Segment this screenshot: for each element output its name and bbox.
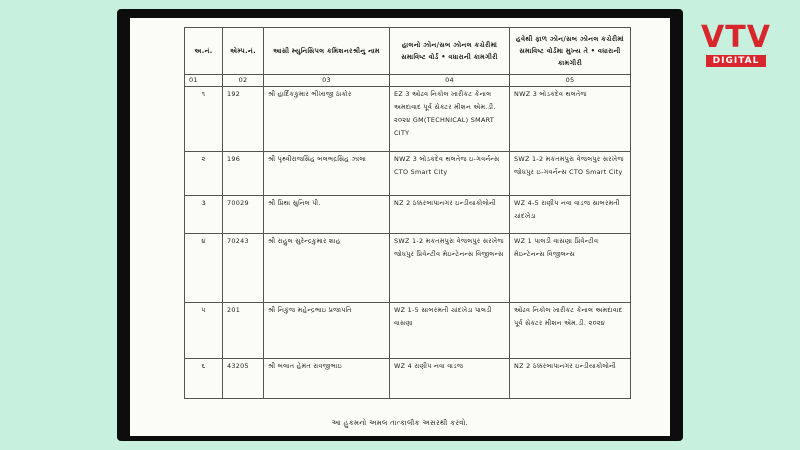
- new-zone-cell: WZ 4-5 રાણીપ નવા વાડજ સાબરમતી ચાંદખેડા: [510, 196, 631, 234]
- employee-number-cell: 70243: [223, 234, 264, 303]
- employee-number-cell: 192: [223, 87, 264, 152]
- serial-number-cell: ૩: [185, 196, 223, 234]
- column-number-row: [185, 75, 631, 87]
- serial-number-cell: ૨: [185, 152, 223, 196]
- column-number: 03: [264, 75, 390, 87]
- logo-brand-text: VTV: [701, 20, 771, 55]
- order-footer-note: આ હુકમનો અમલ તાત્કાલીક અસરથી કરવો.: [331, 419, 469, 427]
- serial-number-cell: ૫: [185, 303, 223, 359]
- table-header-row: [185, 28, 631, 75]
- new-zone-cell: SWZ 1-2 મકતમપુરા વેજલપુર સરખેજ જોધપુર ઇ-ગવર્નન્સ CTO Smart City: [510, 152, 631, 196]
- officer-name-cell: શ્રી નિકુંજ મહેન્દ્રભાઇ પ્રજાપતિ: [264, 303, 390, 359]
- serial-number-cell: ૪: [185, 234, 223, 303]
- officer-name-cell: શ્રી રાહુલ સુરેન્દ્રકુમાર શાહ: [264, 234, 390, 303]
- serial-number-cell: ૬: [185, 359, 223, 399]
- column-number: 04: [390, 75, 510, 87]
- vtv-digital-logo: [690, 22, 782, 74]
- table-row: [185, 152, 631, 196]
- new-zone-cell: ઓઢવ નિકોલ ખારીકટ કેનાલ અમદાવાદ પૂર્વ સેક્ટર મીશન એમ.ડી. ૨૦૨૪: [510, 303, 631, 359]
- header-new-zone: હવેથી ફાળ ઝોન/સબ ઝોનલ કચેરીમાં સમાવિષ્ટ વોર્ડમા મુખ્ય તે • વધારાની કામગીરી: [510, 28, 631, 75]
- new-zone-cell: NWZ 3 બોડકદેવ થલતેજ: [510, 87, 631, 152]
- current-zone-cell: NWZ 3 બોડકદેવ થલતેજ ઇ-ગવર્નન્સ CTO Smart City: [390, 152, 510, 196]
- employee-number-cell: 70029: [223, 196, 264, 234]
- table-row: [185, 87, 631, 152]
- current-zone-cell: WZ 1-5 સાબરમતી ચાંદખેડા પાલડી વાસણા: [390, 303, 510, 359]
- current-zone-cell: EZ 3 ઓઢવ નિકોલ ખારીકટ કેનાલ અમદાવાદ પૂર્વ સેક્ટર મીશન એમ.ડી. ૨૦૨૪ GM(TECHNICAL) SMART CITY: [390, 87, 510, 152]
- document-page: [130, 18, 670, 436]
- officer-name-cell: શ્રી પૃથ્વીરાજસિંહ બલભદ્રસિંહ ઝાલા: [264, 152, 390, 196]
- header-officer-name: આસી મ્યુનિસિપલ કમિશનરશ્રીનુ નામ: [264, 28, 390, 75]
- employee-number-cell: 201: [223, 303, 264, 359]
- header-employee-number: એમ્પ.નં.: [223, 28, 264, 75]
- new-zone-cell: NZ 2 ઠક્કરબાપાનગર ઇન્ડીયાકોલોની: [510, 359, 631, 399]
- officer-name-cell: શ્રી પ્રિથા સુનિલ પી.: [264, 196, 390, 234]
- transfer-order-table: [184, 27, 631, 399]
- column-number: 01: [185, 75, 223, 87]
- new-zone-cell: WZ 1 પાલડી વાસણા પ્રિવેન્ટીવ મેઇન્ટેનન્સ વિજીલન્સ: [510, 234, 631, 303]
- column-number: 02: [223, 75, 264, 87]
- officer-name-cell: શ્રી હાર્દિકકુમાર ભીખાજી ઠાકોર: [264, 87, 390, 152]
- employee-number-cell: 196: [223, 152, 264, 196]
- officer-name-cell: શ્રી બલાત હેમંત રાવજીભાઇ: [264, 359, 390, 399]
- table-row: [185, 196, 631, 234]
- table-row: [185, 359, 631, 399]
- table-row: [185, 234, 631, 303]
- table-row: [185, 303, 631, 359]
- current-zone-cell: NZ 2 ઠક્કરબાપાનગર ઇન્ડીયાકોલોની: [390, 196, 510, 234]
- header-serial-number: અ.નં.: [185, 28, 223, 75]
- current-zone-cell: WZ 4 રાણીપ નવા વાડજ: [390, 359, 510, 399]
- serial-number-cell: ૧: [185, 87, 223, 152]
- logo-tag-text: DIGITAL: [706, 55, 766, 67]
- header-current-zone: હાલનો ઝોન/સબ ઝોનલ કચેરીમાં સમાવિષ્ટ વોર્ડ • વધારાની કામગીરી: [390, 28, 510, 75]
- current-zone-cell: SWZ 1-2 મકતમપુરા વેજલપુર સરખેજ જોધપુર પ્રિવેન્ટીવ મેઇન્ટેનન્સ વિજીલન્સ: [390, 234, 510, 303]
- employee-number-cell: 43205: [223, 359, 264, 399]
- column-number: 05: [510, 75, 631, 87]
